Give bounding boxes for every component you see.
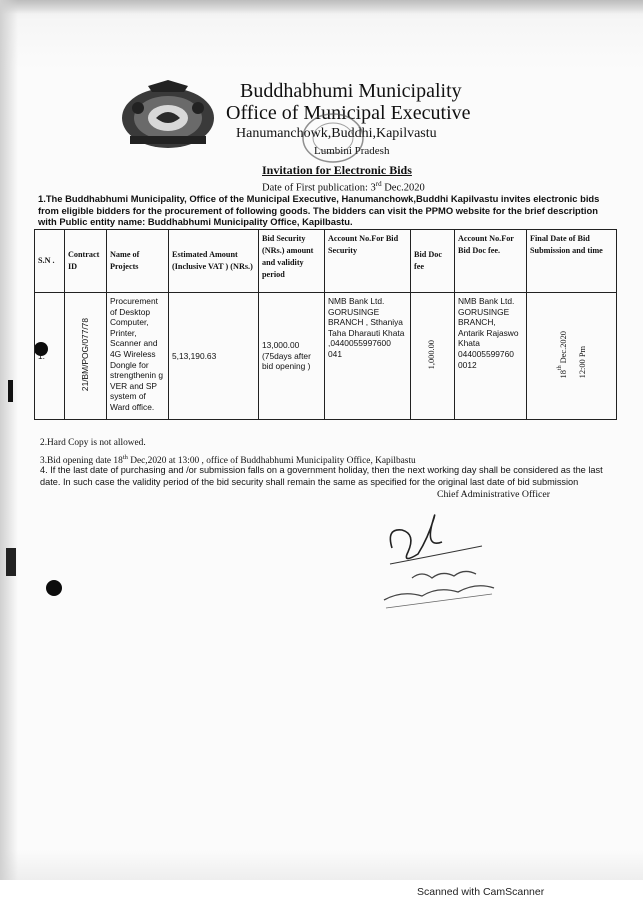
header-account-doc-fee: Account No.For Bid Doc fee. [455,230,527,293]
header-sn: S.N . [35,230,65,293]
publication-date: Date of First publication: 3rd Dec.2020 [262,180,425,194]
office-stamp [300,110,366,166]
scan-shadow-top [0,0,643,14]
signatory-title: Chief Administrative Officer [437,489,550,500]
bids-table [34,229,617,420]
punch-hole [46,580,62,596]
notes-block [40,436,622,468]
cell-final-date: 18th Dec.2020 12:00 Pm [527,293,617,420]
scan-shadow-left [0,0,18,880]
table-row [35,293,617,420]
header-estimated-amount: Estimated Amount (Inclusive VAT ) (NRs.) [169,230,259,293]
cell-estimated-amount: 5,13,190.63 [169,293,259,420]
table-header-row [35,230,617,293]
nepal-emblem-logo [118,78,218,150]
scan-mark [8,380,13,402]
scanner-watermark: Scanned with CamScanner [417,886,545,898]
office-address: Hanumanchowk,Buddhi,Kapilvastu [236,126,437,141]
cell-account-bid-security: NMB Bank Ltd. GORUSINGE BRANCH , Sthaniya Taha Dharauti Khata ,0440055997600 041 [325,293,411,420]
note-hard-copy: 2.Hard Copy is not allowed. [40,438,146,448]
header-bid-doc-fee: Bid Doc fee [411,230,455,293]
cell-account-doc-fee: NMB Bank Ltd. GORUSINGE BRANCH, Antarik Rajaswo Khata 044005599760 0012 [455,293,527,420]
document-title: Invitation for Electronic Bids [262,163,412,177]
header-project-name: Name of Projects [107,230,169,293]
signature-stamp [372,508,502,618]
intro-paragraph: 1.The Buddhabhumi Municipality, Office of the Municipal Executive, Hanumanchowk,Buddhi Kapilvastu invites electronic bids from eligible bidders for the procurement of following goods. The bidders can visit the PPMO website for the brief description with Public entity name: Buddhabhumi Municipality Office, Kapilbastu. [38,193,600,227]
note-bid-opening: 3.Bid opening date 18th Dec,2020 at 13:00 , office of Buddhabhumi Municipality Office, Kapilbastu [40,453,416,466]
scan-mark [6,548,16,576]
header-contract-id: Contract ID [65,230,107,293]
cell-project-name: Procurement of Desktop Computer, Printer, Scanner and 4G Wireless Dongle for strengthenin g VER and SP system of Ward office. [107,293,169,420]
office-name: Office of Municipal Executive [226,102,471,124]
cell-contract-id: 21/BM/POG/077/78 [65,293,107,420]
header-bid-security: Bid Security (NRs.) amount and validity period [259,230,325,293]
org-name: Buddhabhumi Municipality [240,80,462,102]
cell-bid-security: 13,000.00 (75days after bid opening ) [259,293,325,420]
note-holiday: 4. If the last date of purchasing and /or submission falls on a government holiday, then the next working day shall be considered as the last date. In such case the validity period of the bid security shall remain the same as specified for the original last date of bid submission [40,465,603,487]
province: Lumbini Pradesh [314,145,390,157]
header-account-bid-security: Account No.For Bid Security [325,230,411,293]
cell-sn: 1. [35,293,65,420]
header-final-date: Final Date of Bid Submission and time [527,230,617,293]
cell-bid-doc-fee: 1,000.00 [411,293,455,420]
